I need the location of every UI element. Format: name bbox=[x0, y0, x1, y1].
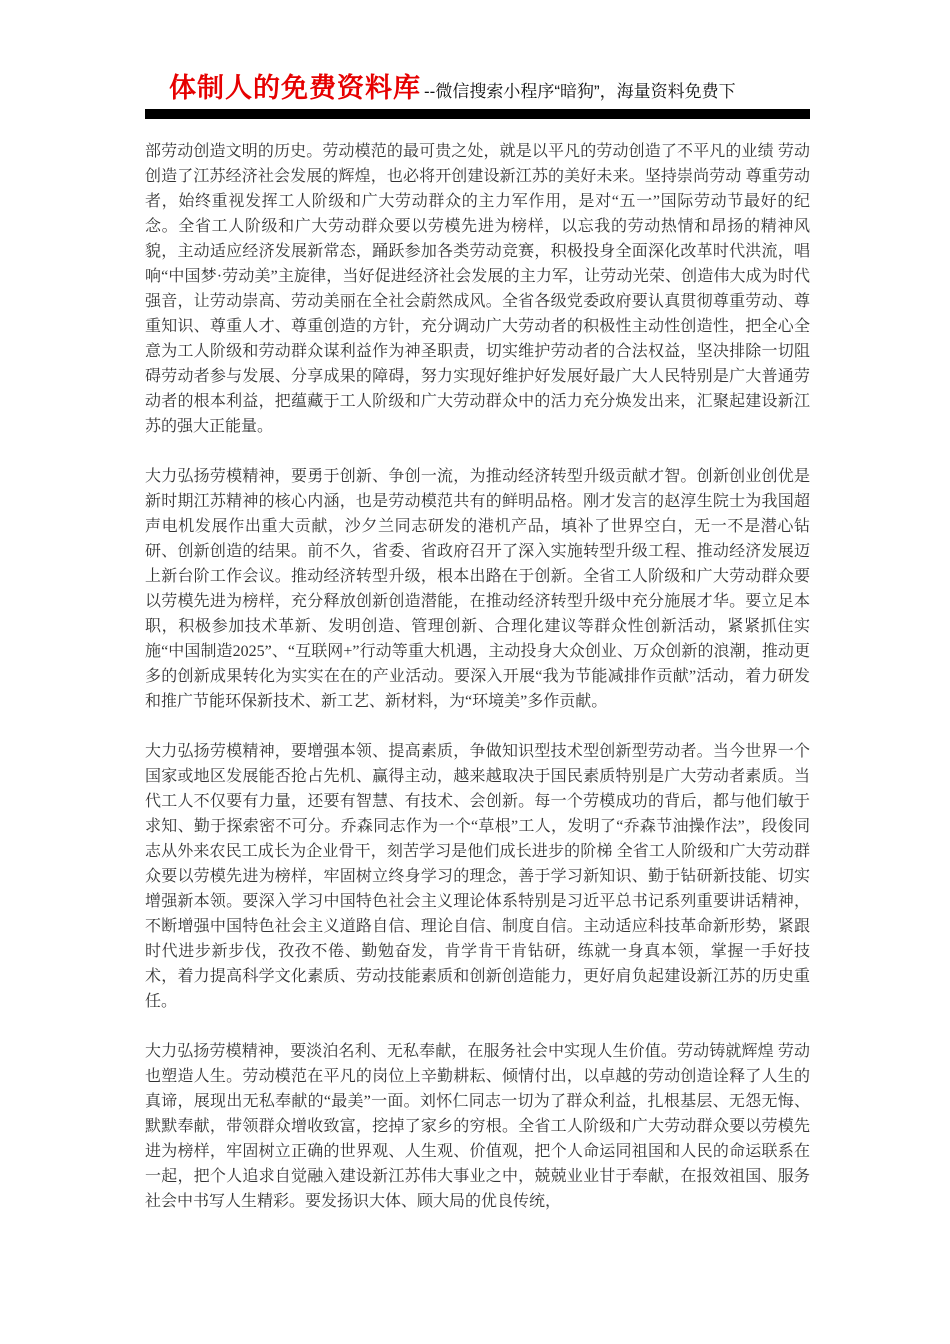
site-title: 体制人的免费资料库 bbox=[169, 73, 421, 103]
body-paragraph-1: 部劳动创造文明的历史。劳动模范的最可贵之处，就是以平凡的劳动创造了不平凡的业绩 劳动创造了江苏经济社会发展的辉煌，也必将开创建设新江苏的美好未来。坚持崇尚劳动 尊重劳动者，始终重视发挥工人阶级和广大劳动群众的主力军作用，是对“五一”国际劳动节最好的纪念。全省工人阶级和广大劳动群众要以劳模先进为榜样，以忘我的劳动热情和昂扬的精神风貌，主动适应经济发展新常态，踊跃参加各类劳动竞赛，积极投身全面深化改革时代洪流，唱响“中国梦·劳动美”主旋律，当好促进经济社会发展的主力军，让劳动光荣、创造伟大成为时代强音，让劳动崇高、劳动美丽在全社会蔚然成风。全省各级党委政府要认真贯彻尊重劳动、尊重知识、尊重人才、尊重创造的方针，充分调动广大劳动者的积极性主动性创造性，把全心全意为工人阶级和劳动群众谋利益作为神圣职责，切实维护劳动者的合法权益，坚决排除一切阻碍劳动者参与发展、分享成果的障碍，努力实现好维护好发展好最广大人民特别是广大普通劳动者的根本利益，把蕴藏于工人阶级和广大劳动群众中的活力充分焕发出来，汇聚起建设新江苏的强大正能量。 bbox=[145, 143, 810, 435]
body-paragraph-4: 大力弘扬劳模精神，要淡泊名利、无私奉献，在服务社会中实现人生价值。劳动铸就辉煌 劳动也塑造人生。劳动模范在平凡的岗位上辛勤耕耘、倾情付出，以卓越的劳动创造诠释了人生的真谛，展现出无私奉献的“最美”一面。刘怀仁同志一切为了群众利益，扎根基层、无怨无悔、默默奉献，带领群众增收致富，挖掉了家乡的穷根。全省工人阶级和广大劳动群众要以劳模先进为榜样，牢固树立正确的世界观、人生观、价值观，把个人命运同祖国和人民的命运联系在一起，把个人追求自觉融入建设新江苏伟大事业之中，兢兢业业甘于奉献，在报效祖国、服务社会中书写人生精彩。要发扬识大体、顾大局的优良传统， bbox=[145, 1043, 810, 1210]
body-paragraph-2: 大力弘扬劳模精神，要勇于创新、争创一流，为推动经济转型升级贡献才智。创新创业创优是新时期江苏精神的核心内涵，也是劳动模范共有的鲜明品格。刚才发言的赵淳生院士为我国超声电机发展作出重大贡献，沙夕兰同志研发的港机产品，填补了世界空白，无一不是潜心钻研、创新创造的结果。前不久，省委、省政府召开了深入实施转型升级工程、推动经济发展迈上新台阶工作会议。推动经济转型升级，根本出路在于创新。全省工人阶级和广大劳动群众要以劳模先进为榜样，充分释放创新创造潜能，在推动经济转型升级中充分施展才华。要立足本职，积极参加技术革新、发明创造、管理创新、合理化建议等群众性创新活动，紧紧抓住实施“中国制造2025”、“互联网+”行动等重大机遇，主动投身大众创业、万众创新的浪潮，推动更多的创新成果转化为实实在在的产业活动。要深入开展“我为节能减排作贡献”活动，着力研发和推广节能环保新技术、新工艺、新材料，为“环境美”多作贡献。 bbox=[145, 468, 810, 710]
site-subtitle: --微信搜索小程序“暗狗”，海量资料免费下 bbox=[424, 82, 736, 101]
body-paragraph-3: 大力弘扬劳模精神，要增强本领、提高素质，争做知识型技术型创新型劳动者。当今世界一个国家或地区发展能否抢占先机、赢得主动，越来越取决于国民素质特别是广大劳动者素质。当代工人不仅要有力量，还要有智慧、有技术、会创新。每一个劳模成功的背后，都与他们敏于求知、勤于探索密不可分。乔森同志作为一个“草根”工人，发明了“乔森节油操作法”，段俊同志从外来农民工成长为企业骨干，刻苦学习是他们成长进步的阶梯 全省工人阶级和广大劳动群众要以劳模先进为榜样，牢固树立终身学习的理念，善于学习新知识、勤于钻研新技能、切实增强新本领。要深入学习中国特色社会主义理论体系特别是习近平总书记系列重要讲话精神，不断增强中国特色社会主义道路自信、理论自信、制度自信。主动适应科技革命新形势，紧跟时代进步新步伐，孜孜不倦、勤勉奋发，肯学肯干肯钻研，练就一身真本领，掌握一手好技术，着力提高科学文化素质、劳动技能素质和创新创造能力，更好肩负起建设新江苏的历史重任。 bbox=[145, 743, 810, 1010]
header-title-line bbox=[145, 66, 810, 105]
header-divider-bar bbox=[145, 109, 810, 119]
document-body bbox=[145, 139, 810, 1214]
page-header bbox=[145, 66, 810, 119]
